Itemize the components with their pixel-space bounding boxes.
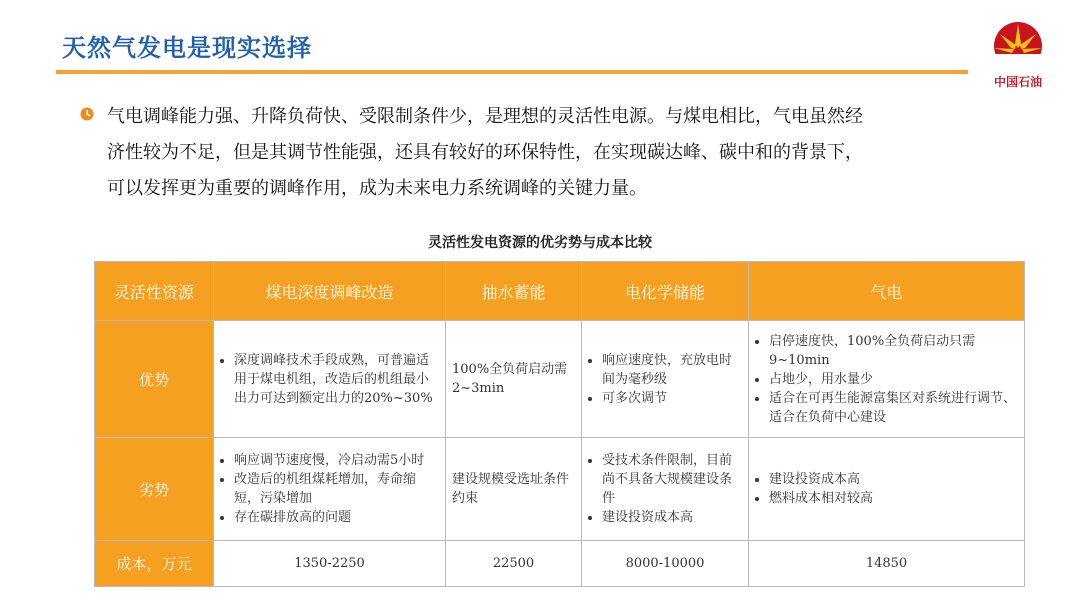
- title-underline: [56, 70, 968, 74]
- header-gas: 气电: [749, 262, 1025, 321]
- list-item: • 建设投资成本高: [602, 508, 742, 527]
- header-coal: 煤电深度调峰改造: [214, 262, 446, 321]
- table-caption: 灵活性发电资源的优劣势与成本比较: [428, 235, 652, 251]
- list-item: • 适合在可再生能源富集区对系统进行调节、适合在负荷中心建设: [769, 389, 1018, 427]
- header-battery: 电化学储能: [582, 262, 749, 321]
- cell-battery-advantage: [582, 321, 749, 438]
- list-item: • 存在碳排放高的问题: [234, 508, 439, 527]
- list-item: • 建设投资成本高: [769, 470, 1018, 489]
- header-pumped: 抽水蓄能: [446, 262, 582, 321]
- row-label-advantage: 优势: [95, 321, 214, 438]
- cell-gas-cost: 14850: [749, 541, 1025, 587]
- comparison-table: [94, 261, 1025, 587]
- list-item: • 响应调节速度慢，冷启动需5小时: [234, 451, 439, 470]
- row-label-disadvantage: 劣势: [95, 438, 214, 541]
- cell-pumped-advantage: 100%全负荷启动需2~3min: [446, 321, 582, 438]
- intro-line: 济性较为不足，但是其调节性能强，还具有较好的环保特性，在实现碳达峰、碳中和的背景下，: [107, 142, 863, 163]
- table-row: [95, 321, 1025, 438]
- list-item: • 深度调峰技术手段成熟，可普遍适用于煤电机组，改造后的机组最小出力可达到额定出力的20%~30%: [234, 351, 439, 408]
- cell-battery-disadvantage: [582, 438, 749, 541]
- table-row: [95, 541, 1025, 587]
- intro-line: 气电调峰能力强、升降负荷快、受限制条件少，是理想的灵活性电源。与煤电相比，气电虽然经: [107, 106, 863, 127]
- cell-pumped-disadvantage: 建设规模受选址条件约束: [446, 438, 582, 541]
- cell-coal-disadvantage: [214, 438, 446, 541]
- cell-coal-advantage: [214, 321, 446, 438]
- intro-line: 可以发挥更为重要的调峰作用，成为未来电力系统调峰的关键力量。: [107, 178, 647, 199]
- cell-gas-advantage: [749, 321, 1025, 438]
- petrochina-logo: [978, 18, 1058, 98]
- logo-text: 中国石油: [993, 75, 1042, 89]
- list-item: • 启停速度快，100%全负荷启动只需9~10min: [769, 332, 1018, 370]
- cell-battery-cost: 8000-10000: [582, 541, 749, 587]
- list-item: • 受技术条件限制，目前尚不具备大规模建设条件: [602, 451, 742, 508]
- list-item: • 燃料成本相对较高: [769, 489, 1018, 508]
- list-item: • 改造后的机组煤耗增加，寿命缩短，污染增加: [234, 470, 439, 508]
- cell-coal-cost: 1350-2250: [214, 541, 446, 587]
- petal-logo-icon: [990, 18, 1046, 70]
- bullet-icon: [80, 107, 94, 121]
- list-item: • 响应速度快，充放电时间为毫秒级: [602, 351, 742, 389]
- table-row: [95, 438, 1025, 541]
- intro-paragraph: [107, 99, 987, 207]
- list-item: • 可多次调节: [602, 389, 742, 408]
- cell-pumped-cost: 22500: [446, 541, 582, 587]
- header-resource: 灵活性资源: [95, 262, 214, 321]
- table-header-row: [95, 262, 1025, 321]
- list-item: • 占地少，用水量少: [769, 370, 1018, 389]
- page-title: 天然气发电是现实选择: [62, 34, 312, 62]
- cell-gas-disadvantage: [749, 438, 1025, 541]
- row-label-cost: 成本，万元: [95, 541, 214, 587]
